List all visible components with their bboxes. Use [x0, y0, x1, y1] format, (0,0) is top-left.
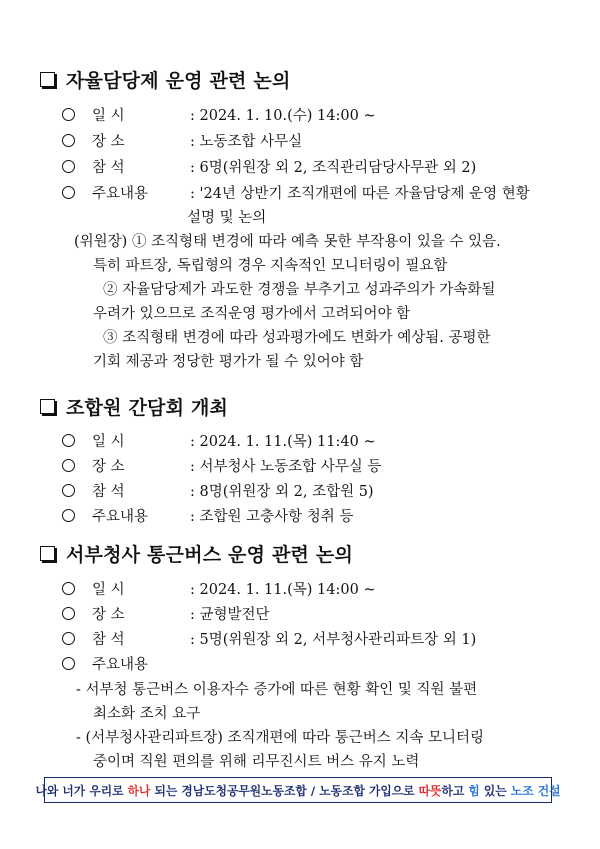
info-row-attendees [62, 156, 476, 177]
info-row-date [62, 104, 376, 125]
discussion-line: 우려가 있으므로 조직운영 평가에서 고려되어야 함 [93, 306, 411, 322]
agenda-item-line: - 서부청 통근버스 이용자수 증가에 따른 현황 확인 및 직원 불편 [76, 682, 478, 698]
circle-bullet-icon [62, 160, 75, 173]
footer-slogan-part: 되는 경남도청공무원노동조합 / 노동조합 가입으로 [150, 783, 419, 798]
row-label: 주요내용 [92, 509, 149, 525]
info-row-agenda [62, 505, 353, 526]
agenda-item-line: - (서부청사관리파트장) 조직개편에 따라 통근버스 지속 모니터링 [76, 730, 485, 746]
footer-slogan-part: 하나 [127, 783, 151, 798]
row-value: : 서부청사 노동조합 사무실 등 [190, 459, 382, 475]
row-value: : 2024. 1. 11.(목) 11:40 ~ [190, 434, 376, 450]
row-label: 장 소 [92, 607, 125, 623]
row-label: 장 소 [92, 459, 125, 475]
row-label: 일 시 [92, 582, 125, 598]
circle-bullet-icon [62, 607, 75, 620]
footer-slogan-part: 힘 [468, 783, 480, 798]
circle-bullet-icon [62, 434, 75, 447]
row-value: : 균형발전단 [190, 607, 270, 623]
section-title-shuttle-bus [40, 540, 353, 567]
row-label: 주요내용 [92, 186, 149, 202]
footer-slogan-part: 따뜻 [418, 783, 442, 798]
info-row-date [62, 430, 376, 451]
circle-bullet-icon [62, 134, 75, 147]
info-row-agenda [62, 653, 190, 674]
circle-bullet-icon [62, 459, 75, 472]
row-label: 일 시 [92, 108, 125, 124]
section-title-text: 자율담당제 운영 관련 논의 [66, 70, 291, 92]
circle-bullet-icon [62, 108, 75, 121]
row-value: : 2024. 1. 11.(목) 14:00 ~ [190, 582, 376, 598]
row-label: 장 소 [92, 134, 125, 150]
row-label: 참 석 [92, 160, 125, 176]
agenda-item-line: 최소화 조치 요구 [93, 706, 201, 722]
row-value: : 2024. 1. 10.(수) 14:00 ~ [190, 108, 376, 124]
row-label: 일 시 [92, 434, 125, 450]
row-value: : 조합원 고충사항 청취 등 [190, 509, 354, 525]
discussion-line: (위원장) ① 조직형태 변경에 따라 예측 못한 부작용이 있을 수 있음. [74, 234, 501, 250]
agenda-continuation: 설명 및 논의 [187, 210, 267, 226]
section-title-text: 서부청사 통근버스 운영 관련 논의 [66, 544, 354, 566]
info-row-attendees [62, 628, 476, 649]
circle-bullet-icon [62, 582, 75, 595]
footer-slogan-part: 하고 [441, 783, 469, 798]
discussion-line: ② 자율담당제가 과도한 경쟁을 부추기고 성과주의가 가속화될 [103, 282, 496, 298]
row-value: : 6명(위원장 외 2, 조직관리담당사무관 외 2) [190, 160, 477, 176]
discussion-line: 기회 제공과 정당한 평가가 될 수 있어야 함 [93, 354, 364, 370]
checkbox-square-icon [40, 399, 55, 414]
info-row-place [62, 455, 381, 476]
circle-bullet-icon [62, 509, 75, 522]
footer-slogan-part: 있는 [479, 783, 511, 798]
footer-slogan-part: 나와 너가 우리로 [35, 783, 128, 798]
info-row-place [62, 130, 302, 151]
info-row-agenda [62, 182, 530, 203]
circle-bullet-icon [62, 484, 75, 497]
circle-bullet-icon [62, 632, 75, 645]
row-label: 참 석 [92, 632, 125, 648]
section-title-meeting [40, 393, 228, 420]
footer-slogan-part: 노조 건설 [510, 783, 561, 798]
section-title-autonomy [40, 66, 291, 93]
circle-bullet-icon [62, 186, 75, 199]
row-value: : 노동조합 사무실 [190, 134, 303, 150]
circle-bullet-icon [62, 657, 75, 670]
discussion-line: ③ 조직형태 변경에 따라 성과평가에도 변화가 예상됨. 공평한 [103, 330, 491, 346]
agenda-item-line: 중이며 직원 편의를 위해 리무진시트 버스 유지 노력 [93, 754, 420, 770]
checkbox-square-icon [40, 72, 55, 87]
row-value: : '24년 상반기 조직개편에 따른 자율담당제 운영 현황 [190, 186, 530, 202]
checkbox-square-icon [40, 546, 55, 561]
row-label: 주요내용 [92, 657, 149, 673]
footer-slogan-text [36, 782, 561, 799]
info-row-attendees [62, 480, 374, 501]
row-value: : 5명(위원장 외 2, 서부청사관리파트장 외 1) [190, 632, 477, 648]
info-row-place [62, 603, 270, 624]
footer-slogan-box [35, 777, 561, 803]
discussion-line: 특히 파트장, 독립형의 경우 지속적인 모니터링이 필요함 [93, 258, 448, 274]
info-row-date [62, 578, 376, 599]
row-value: : 8명(위원장 외 2, 조합원 5) [190, 484, 374, 500]
section-title-text: 조합원 간담회 개최 [66, 397, 229, 419]
row-label: 참 석 [92, 484, 125, 500]
